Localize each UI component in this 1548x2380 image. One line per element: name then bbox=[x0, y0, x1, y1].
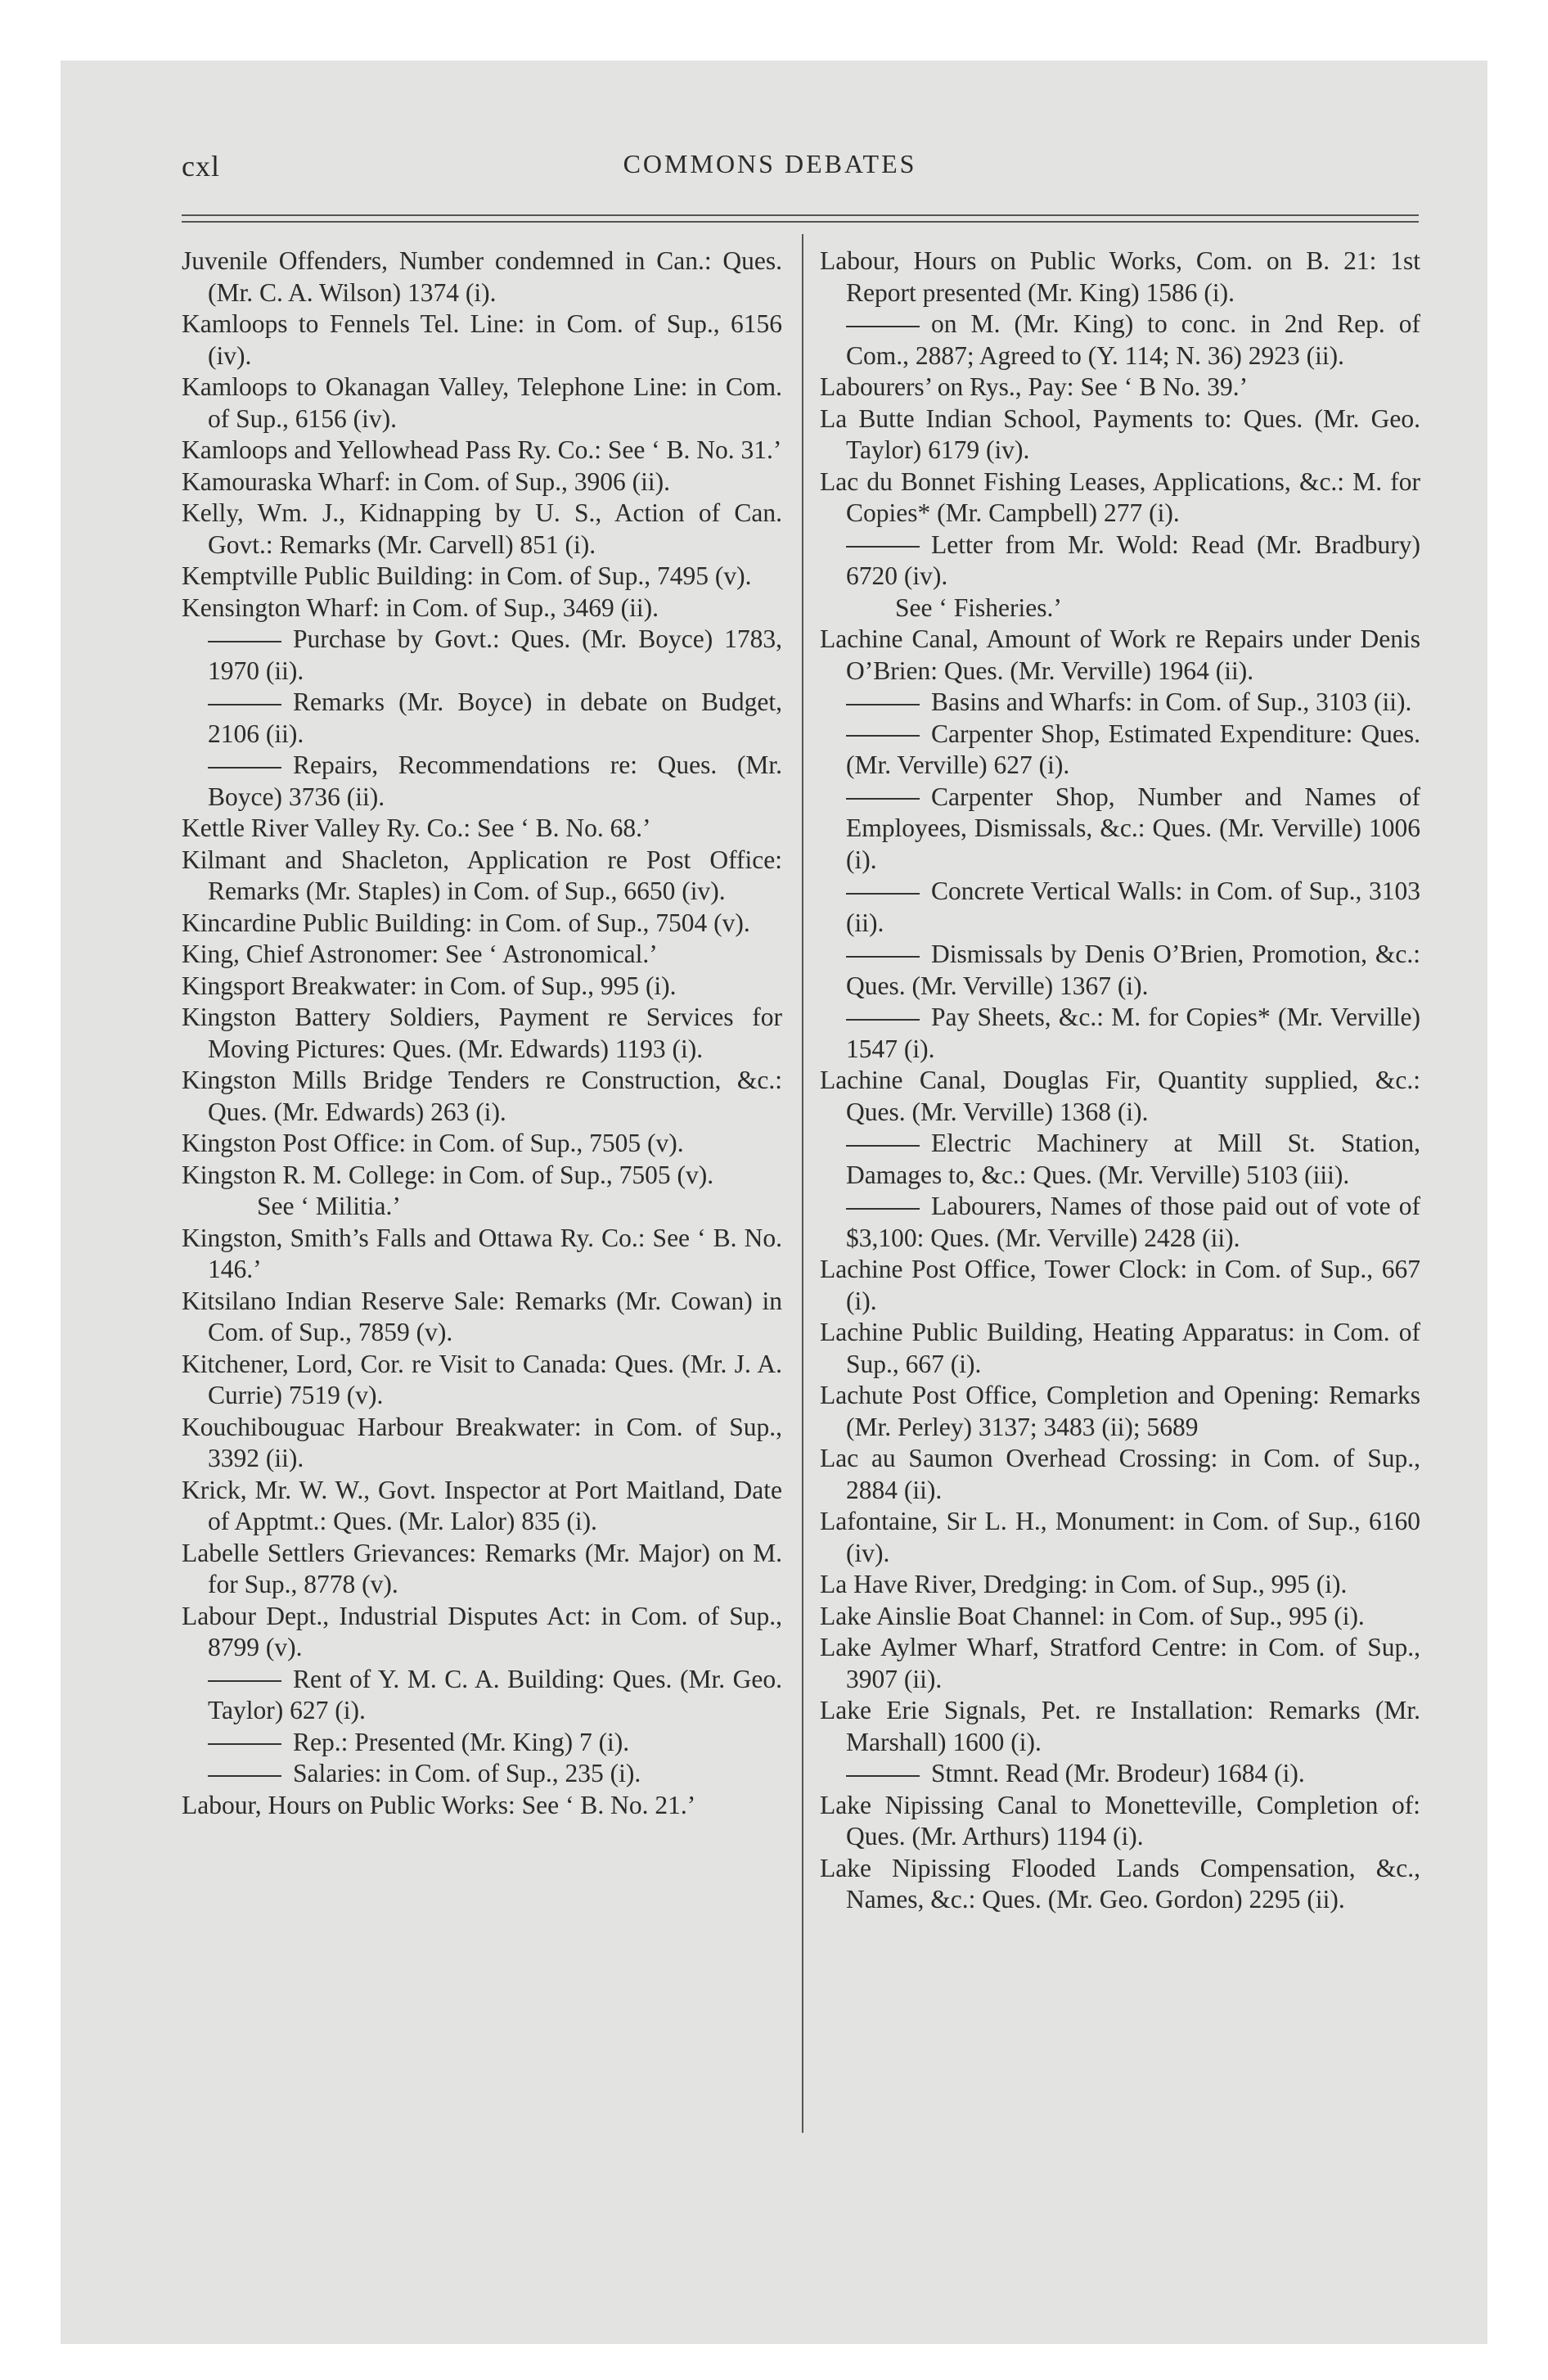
page-header bbox=[121, 149, 1419, 198]
index-entry: Krick, Mr. W. W., Govt. Inspector at Port Maitland, Date of Apptmt.: Ques. (Mr. Lalor) 835 (i). bbox=[182, 1475, 782, 1535]
index-subentry: on M. (Mr. King) to conc. in 2nd Rep. of Com., 2887; Agreed to (Y. 114; N. 36) 2923 (ii). bbox=[820, 309, 1420, 372]
index-entry: Kingsport Breakwater: in Com. of Sup., 995 (i). bbox=[182, 971, 677, 1000]
index-entry: King, Chief Astronomer: See ‘ Astronomical.’ bbox=[182, 940, 658, 968]
index-entry: Kitsilano Indian Reserve Sale: Remarks (Mr. Cowan) in Com. of Sup., 7859 (v). bbox=[182, 1286, 782, 1346]
index-entry: Labelle Settlers Grievances: Remarks (Mr. Major) on M. for Sup., 8778 (v). bbox=[182, 1538, 782, 1598]
index-entry: Kemptville Public Building: in Com. of Sup., 7495 (v). bbox=[182, 561, 752, 590]
index-subentry: Carpenter Shop, Number and Names of Employees, Dismissals, &c.: Ques. (Mr. Verville) 1006 (i). bbox=[820, 782, 1420, 877]
index-subentry: Repairs, Recommendations re: Ques. (Mr. Boyce) 3736 (ii). bbox=[182, 750, 782, 813]
index-column-left bbox=[182, 246, 782, 1821]
page-number: cxl bbox=[182, 150, 220, 183]
index-subentry: Concrete Vertical Walls: in Com. of Sup., 3103 (ii). bbox=[820, 876, 1420, 939]
header-rule bbox=[182, 214, 1419, 216]
running-head: COMMONS DEBATES bbox=[623, 149, 917, 178]
cross-reference: See ‘ Militia.’ bbox=[257, 1192, 401, 1220]
index-entry: Kingston Post Office: in Com. of Sup., 7505 (v). bbox=[182, 1129, 684, 1157]
index-entry: Kamloops to Okanagan Valley, Telephone Line: in Com. of Sup., 6156 (iv). bbox=[182, 372, 782, 433]
index-subentry: Pay Sheets, &c.: M. for Copies* (Mr. Verville) 1547 (i). bbox=[820, 1002, 1420, 1065]
index-subentry: Purchase by Govt.: Ques. (Mr. Boyce) 1783, 1970 (ii). bbox=[182, 624, 782, 687]
index-entry: Lachute Post Office, Completion and Opening: Remarks (Mr. Perley) 3137; 3483 (ii); 5689 bbox=[820, 1381, 1420, 1441]
index-entry: Lachine Post Office, Tower Clock: in Com. of Sup., 667 (i). bbox=[820, 1255, 1420, 1315]
index-subentry: Letter from Mr. Wold: Read (Mr. Bradbury) 6720 (iv). bbox=[820, 530, 1420, 593]
index-subentry: Salaries: in Com. of Sup., 235 (i). bbox=[182, 1758, 782, 1790]
index-entry: Lake Nipissing Canal to Monetteville, Completion of: Ques. (Mr. Arthurs) 1194 (i). bbox=[820, 1790, 1420, 1850]
index-entry: Labour, Hours on Public Works: See ‘ B. No. 21.’ bbox=[182, 1790, 696, 1819]
index-entry: Kamouraska Wharf: in Com. of Sup., 3906 (ii). bbox=[182, 467, 670, 496]
index-entry: Lac du Bonnet Fishing Leases, Applications, &c.: M. for Copies* (Mr. Campbell) 277 (i). bbox=[820, 467, 1420, 527]
index-entry: Kamloops to Fennels Tel. Line: in Com. of Sup., 6156 (iv). bbox=[182, 309, 782, 370]
index-entry: Lachine Public Building, Heating Apparatus: in Com. of Sup., 667 (i). bbox=[820, 1318, 1420, 1378]
index-entry: Kingston R. M. College: in Com. of Sup., 7505 (v). bbox=[182, 1160, 714, 1189]
index-subentry: Stmnt. Read (Mr. Brodeur) 1684 (i). bbox=[820, 1758, 1420, 1790]
index-entry: Lac au Saumon Overhead Crossing: in Com. of Sup., 2884 (ii). bbox=[820, 1444, 1420, 1504]
index-entry: Lake Nipissing Flooded Lands Compensation, &c., Names, &c.: Ques. (Mr. Geo. Gordon) 2295 (ii). bbox=[820, 1853, 1420, 1913]
index-entry: Lake Erie Signals, Pet. re Installation: Remarks (Mr. Marshall) 1600 (i). bbox=[820, 1696, 1420, 1756]
index-subentry: Basins and Wharfs: in Com. of Sup., 3103 (ii). bbox=[820, 687, 1420, 719]
index-entry: Kettle River Valley Ry. Co.: See ‘ B. No. 68.’ bbox=[182, 814, 651, 842]
index-entry: Lachine Canal, Douglas Fir, Quantity supplied, &c.: Ques. (Mr. Verville) 1368 (i). bbox=[820, 1066, 1420, 1126]
index-entry: Lake Ainslie Boat Channel: in Com. of Sup., 995 (i). bbox=[820, 1601, 1365, 1630]
index-subentry: Rent of Y. M. C. A. Building: Ques. (Mr. Geo. Taylor) 627 (i). bbox=[182, 1664, 782, 1727]
index-entry: Kensington Wharf: in Com. of Sup., 3469 (ii). bbox=[182, 593, 659, 622]
index-entry: Kingston Battery Soldiers, Payment re Services for Moving Pictures: Ques. (Mr. Edwards) 1193 (i). bbox=[182, 1003, 782, 1063]
cross-reference: See ‘ Fisheries.’ bbox=[895, 593, 1062, 622]
index-entry: Kilmant and Shacleton, Application re Post Office: Remarks (Mr. Staples) in Com. of Sup., 6650 (iv). bbox=[182, 845, 782, 905]
index-entry: Labour, Hours on Public Works, Com. on B. 21: 1st Report presented (Mr. King) 1586 (i). bbox=[820, 246, 1420, 307]
index-entry: Kelly, Wm. J., Kidnapping by U. S., Action of Can. Govt.: Remarks (Mr. Carvell) 851 (i). bbox=[182, 498, 782, 559]
index-entry: Juvenile Offenders, Number condemned in Can.: Ques. (Mr. C. A. Wilson) 1374 (i). bbox=[182, 246, 782, 307]
index-entry: Kouchibouguac Harbour Breakwater: in Com. of Sup., 3392 (ii). bbox=[182, 1412, 782, 1472]
index-entry: Kamloops and Yellowhead Pass Ry. Co.: See ‘ B. No. 31.’ bbox=[182, 435, 782, 464]
index-entry: La Have River, Dredging: in Com. of Sup., 995 (i). bbox=[820, 1570, 1348, 1598]
index-entry: Kingston Mills Bridge Tenders re Construction, &c.: Ques. (Mr. Edwards) 263 (i). bbox=[182, 1066, 782, 1126]
column-divider bbox=[802, 234, 803, 2133]
index-entry: Kingston, Smith’s Falls and Ottawa Ry. Co.: See ‘ B. No. 146.’ bbox=[182, 1223, 782, 1283]
index-subentry: Labourers, Names of those paid out of vote of $3,100: Ques. (Mr. Verville) 2428 (ii). bbox=[820, 1191, 1420, 1254]
index-subentry: Dismissals by Denis O’Brien, Promotion, &c.: Ques. (Mr. Verville) 1367 (i). bbox=[820, 939, 1420, 1002]
index-subentry: Carpenter Shop, Estimated Expenditure: Ques. (Mr. Verville) 627 (i). bbox=[820, 719, 1420, 782]
index-subentry: Electric Machinery at Mill St. Station, Damages to, &c.: Ques. (Mr. Verville) 5103 (iii). bbox=[820, 1128, 1420, 1191]
index-entry: Lake Aylmer Wharf, Stratford Centre: in Com. of Sup., 3907 (ii). bbox=[820, 1633, 1420, 1693]
index-entry: Labourers’ on Rys., Pay: See ‘ B No. 39.’ bbox=[820, 372, 1249, 401]
index-entry: Lachine Canal, Amount of Work re Repairs under Denis O’Brien: Ques. (Mr. Verville) 1964 (ii). bbox=[820, 624, 1420, 685]
header-rule bbox=[182, 221, 1419, 223]
index-entry: Kitchener, Lord, Cor. re Visit to Canada: Ques. (Mr. J. A. Currie) 7519 (v). bbox=[182, 1349, 782, 1409]
index-subentry: Rep.: Presented (Mr. King) 7 (i). bbox=[182, 1727, 782, 1759]
index-entry: Lafontaine, Sir L. H., Monument: in Com. of Sup., 6160 (iv). bbox=[820, 1507, 1420, 1567]
index-entry: La Butte Indian School, Payments to: Ques. (Mr. Geo. Taylor) 6179 (iv). bbox=[820, 403, 1420, 464]
index-entry: Kincardine Public Building: in Com. of Sup., 7504 (v). bbox=[182, 908, 750, 937]
index-entry: Labour Dept., Industrial Disputes Act: in Com. of Sup., 8799 (v). bbox=[182, 1601, 782, 1661]
index-column-right bbox=[820, 246, 1420, 1916]
index-subentry: Remarks (Mr. Boyce) in debate on Budget, 2106 (ii). bbox=[182, 687, 782, 750]
